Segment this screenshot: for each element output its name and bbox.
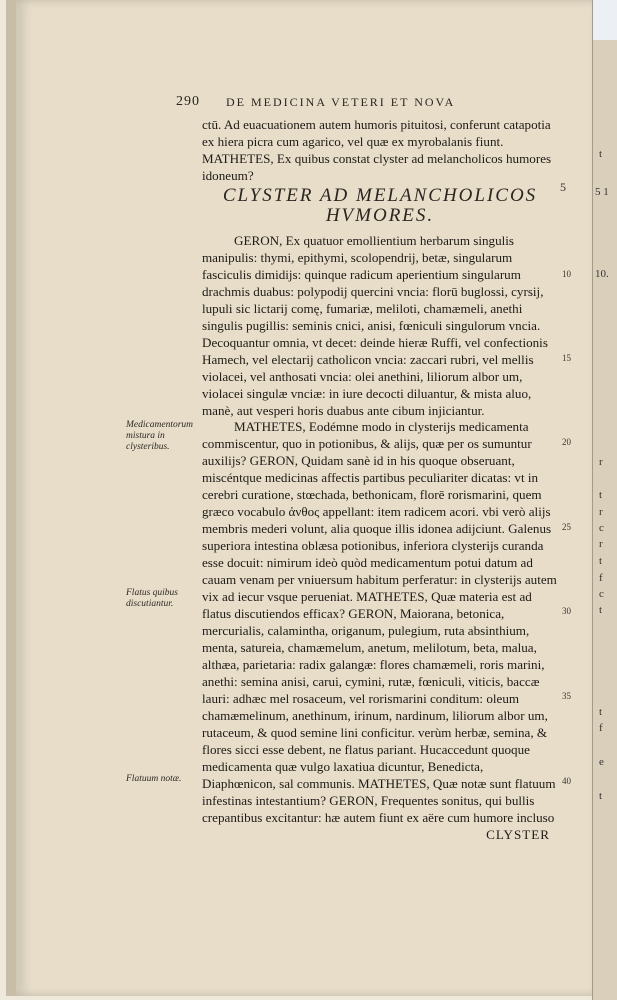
margin-note-medicamentorum: Medicamentorum mistura in clysteribus. — [126, 420, 194, 452]
paragraph-2: MATHETES, Eodémne modo in clysterijs medicamenta commiscentur, quo in potionibus, & alijs, quæ per os sumuntur auxilijs? GERON, Quidam sanè id in his quoque obseruant, miscéntque medicinas affectis partibus peculiariter dicatas: vt in cerebri curatione, stœchada, bethonicam, florē rorismarini, quem græco vocabulo ἀνθος appellant: item radicem acori. vbi verò alijs membris mederi volunt, alia quoque illis idonea adijciunt. Galenus superiora intestina oblæsa potionibus, inferiora clysterijs curanda esse docuit: nimirum ideò quòd medicamentum potui datum ad cauam venam per vniuersum habitum perferatur: in clysterijs autem vix ad iecur vsque perueniat. MATHETES, Quæ materia est ad flatus discutiendos efficax? GERON, Maiorana, betonica, mercurialis, calamintha, origanum, pulegium, ruta absinthium, menta, satureia, chamæmelum, anetum, melilotum, beta, malua, althæa, parietaria: radix galangæ: flores chamæmeli, roris marini, anethi: semina anisi, carui, cymini, rutæ, fœniculi, viticis, baccæ lauri: adhæc mel rosaceum, vel rorismarini conditum: oleum chamæmelinum, anethinum, irinum, nardinum, liliorum albor um, rutaceum, & quod semine lini conficitur. verùm herbæ, semina, & flores sicci esse debent, ne flatus pariant. Hucaccedunt quoque medicamenta quæ vulgo laxatiua dicuntur, Benedicta, Diaphœnicon, sal communis. MATHETES, Quæ notæ sunt flatuum infestinas intestantium? GERON, Frequentes sonitus, qui bullis crepantibus excitantur: hæ autem fiunt ex aëre cum humore incluso — [202, 419, 557, 825]
facing-char: 10. — [595, 268, 609, 280]
intro-paragraph: ctū. Ad euacuationem autem humoris pituitosi, conferunt catapotia ex hiera picra cum agarico, vel quæ ex myrobalanis fiunt. MATHETES, Ex quibus constat clyster ad melancholicos humores idoneum? — [202, 117, 552, 183]
paragraph-1: GERON, Ex quatuor emollientium herbarum singulis manipulis: thymi, epithymi, scolopendrij, betæ, singularum fasciculis dimidijs: quinque radicum aperientium singularum drachmis duabus: polypodij quercini vncia: florū buglossi, cyrsij, lupuli sic lictarij comę, fumariæ, meliloti, chamæmeli, anethi singulis pugillis: seminis cnici, anisi, fœniculi singulorum vncia. Decoquantur omnia, vt decet: deinde hieræ Ruffi, vel confectionis Hamech, vel electarij catholicon vncia: zaccari rubri, vel mellis violacei, vel anthosati vncia: olei anethini, liliorum albor um, violacei singulæ vnciæ: in iure decocti diluantur, & mista aluo, manè, aut vesperi horis duabus ante cibum injiciantur. — [202, 233, 548, 418]
facing-char: e — [599, 756, 604, 768]
catchword: CLYSTER — [486, 827, 550, 842]
facing-char: 5 1 — [595, 186, 609, 198]
paragraph-2-block — [202, 418, 560, 843]
line-number: 25 — [562, 522, 571, 532]
page-number: 290 — [176, 94, 200, 109]
line-number: 35 — [562, 691, 571, 701]
facing-char: c — [599, 588, 604, 600]
facing-char: t — [599, 489, 603, 501]
facing-char: t — [599, 604, 603, 616]
facing-char: f — [599, 572, 603, 584]
background-gap — [593, 0, 617, 40]
heading-line-1: CLYSTER AD MELANCHOLICOS — [222, 185, 538, 206]
line-number: 20 — [562, 437, 571, 447]
facing-char: c — [599, 522, 604, 534]
facing-char: r — [599, 456, 603, 468]
line-number: 15 — [562, 353, 571, 363]
facing-char: t — [599, 555, 603, 567]
intro-block — [202, 116, 560, 184]
running-header — [176, 94, 546, 112]
facing-char: r — [599, 538, 603, 550]
margin-note-flatus: Flatus quibus discutiantur. — [126, 588, 178, 609]
running-title: DE MEDICINA VETERI ET NOVA — [226, 95, 456, 109]
line-number: 40 — [562, 776, 571, 786]
line-number: 10 — [562, 269, 571, 279]
heading-line-number: 5 — [560, 180, 566, 194]
facing-char: t — [599, 790, 603, 802]
margin-note-flatuum-notae: Flatuum notæ. — [126, 774, 182, 784]
section-heading — [200, 186, 560, 226]
facing-char: t — [599, 148, 603, 160]
paragraph-1-block — [202, 232, 560, 419]
facing-char: r — [599, 506, 603, 518]
facing-page-edge — [592, 0, 617, 1000]
line-number: 30 — [562, 606, 571, 616]
heading-line-2: HVMORES. — [325, 205, 435, 226]
facing-char: f — [599, 722, 603, 734]
facing-char: t — [599, 706, 603, 718]
